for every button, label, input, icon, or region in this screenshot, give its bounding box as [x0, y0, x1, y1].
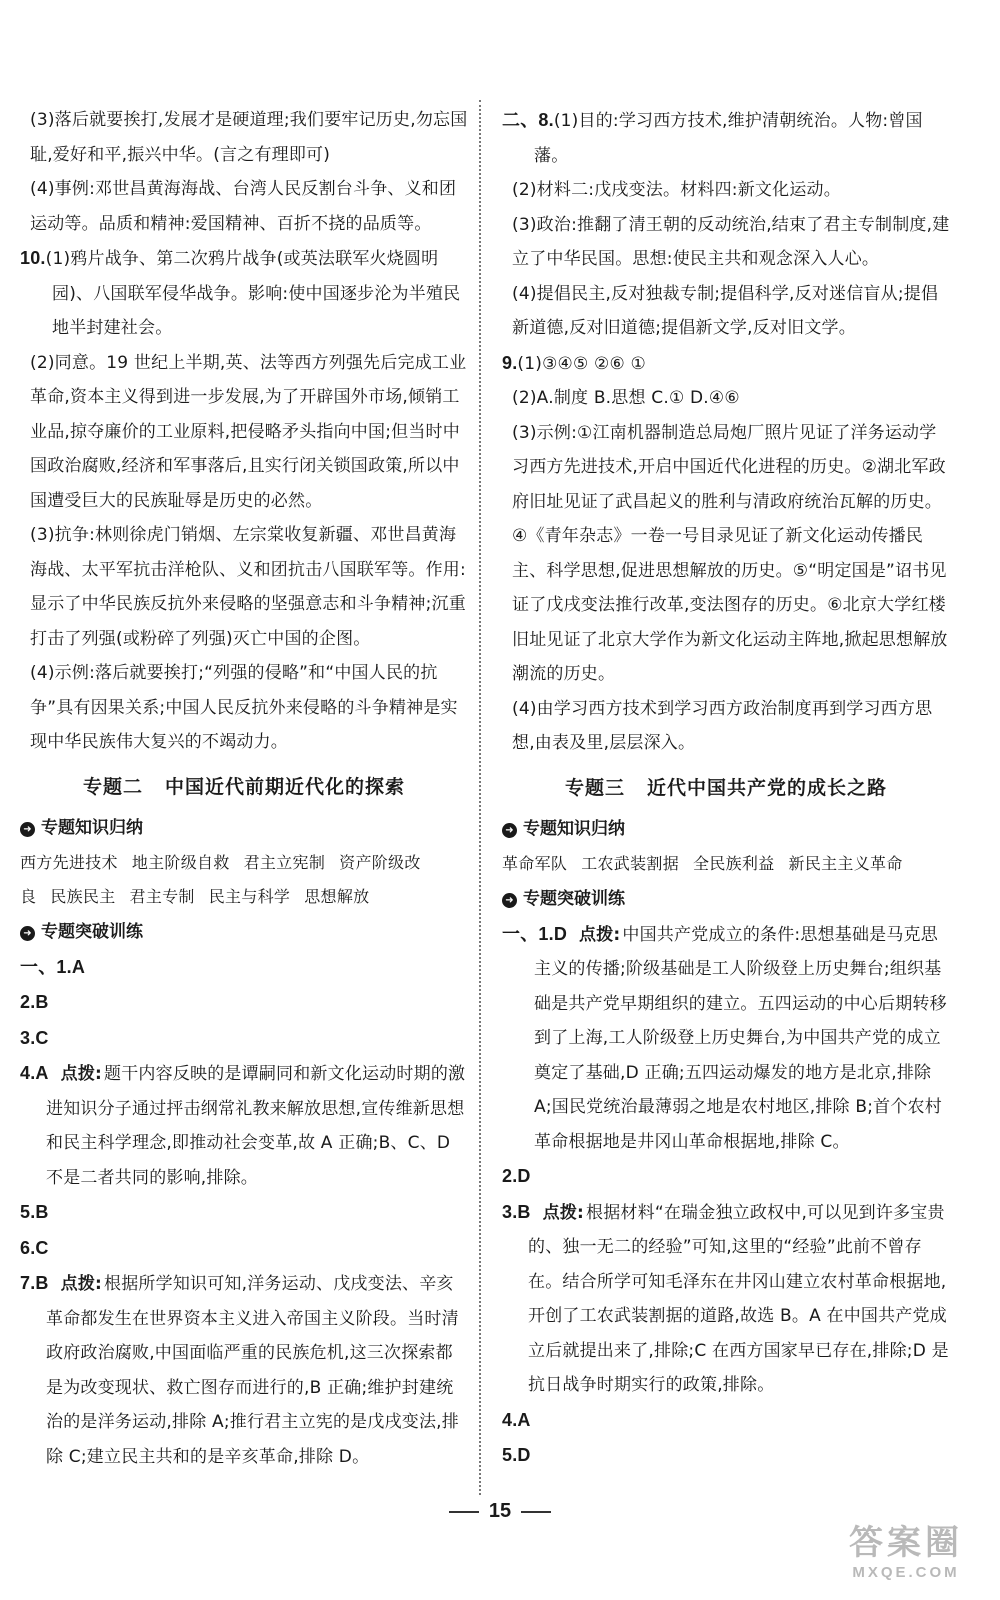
- answer-part: (2)同意。19 世纪上半期,英、法等西方列强先后完成工业革命,资本主义得到进一步发展,为了开辟国外市场,倾销工业品,掠夺廉价的工业原料,把侵略矛头指向中国;但当时中国政治腐败,经济和军事落后,且实行闭关锁国政策,所以中国遭受巨大的民族耻辱是历史的必然。: [30, 352, 467, 511]
- answer-part: (3)政治:推翻了清王朝的反动统治,结束了君主专制制度,建立了中华民国。思想:使民主共和观念深入人心。: [512, 214, 950, 269]
- left-column: [20, 103, 468, 1474]
- right-column: [502, 103, 950, 1474]
- answer-item: 4.A: [502, 1409, 531, 1430]
- arrow-circle-icon: ➜: [502, 823, 517, 838]
- answer-item: 一、1.A: [20, 956, 86, 977]
- answer-part: (4)事例:邓世昌黄海海战、台湾人民反割台斗争、义和团运动等。品质和精神:爱国精神、百折不挠的品质等。: [30, 179, 457, 234]
- answer-item: 2.D: [502, 1166, 531, 1186]
- section-heading: ➜ 专题突破训练: [20, 914, 468, 950]
- question-10: 10.(1)鸦片战争、第二次鸦片战争(或英法联军火烧圆明园)、八国联军侵华战争。影响:使中国逐步沦为半殖民地半封建社会。: [20, 248, 461, 338]
- answer-part: (3)落后就要挨打,发展才是硬道理;我们要牢记历史,勿忘国耻,爱好和平,振兴中华。(言之有理即可): [30, 110, 468, 165]
- page-number: 15: [0, 1500, 1000, 1523]
- section-heading: ➜ 专题知识归纳: [20, 810, 468, 846]
- keyword-line: 西方先进技术 地主阶级自救 君主立宪制 资产阶级改: [20, 852, 421, 872]
- watermark-stamp: 答案圈 MXQE.COM: [849, 1524, 963, 1581]
- answer-item: 一、1.D 点拨: 中国共产党成立的条件:思想基础是马克思主义的传播;阶级基础是工人阶级登上历史舞台;组织基础是共产党早期组织的建立。五四运动的中心后期转移到了上海,工人阶级登上历史舞台,为中国共产党的成立奠定了基础,D 正确;五四运动爆发的地方是北京,排除 A;国民党统治最薄弱之地是农村地区,排除 B;首个农村革命根据地是井冈山革命根据地,排除 C。: [502, 923, 947, 1152]
- answer-item: 2.B: [20, 992, 49, 1012]
- question-8: 二、8.(1)目的:学习西方技术,维护清朝统治。人物:曾国藩。: [502, 110, 923, 166]
- answer-item: 4.A 点拨: 题干内容反映的是谭嗣同和新文化运动时期的激进知识分子通过抨击纲常礼教来解放思想,宣传维新思想和民主科学理念,即推动社会变革,故 A 正确;B、C、D 不是二者共同的影响,排除。: [20, 1063, 466, 1188]
- answer-part: (4)由学习西方技术到学习西方政治制度再到学习西方思想,由表及里,层层深入。: [512, 698, 933, 753]
- answer-item: 6.C: [20, 1237, 49, 1258]
- question-number: 10.: [20, 248, 46, 268]
- arrow-circle-icon: ➜: [20, 822, 35, 837]
- section-heading: ➜ 专题突破训练: [502, 881, 950, 917]
- answer-item: 5.D: [502, 1445, 531, 1465]
- answer-part: (4)提倡民主,反对独裁专制;提倡科学,反对迷信盲从;提倡新道德,反对旧道德;提倡新文学,反对旧文学。: [512, 283, 939, 338]
- topic-heading: 专题三 近代中国共产党的成长之路: [564, 776, 888, 799]
- arrow-circle-icon: ➜: [20, 926, 35, 941]
- answer-item: 5.B: [20, 1202, 49, 1222]
- section-heading: ➜ 专题知识归纳: [502, 811, 950, 847]
- answer-part: (3)抗争:林则徐虎门销烟、左宗棠收复新疆、邓世昌黄海海战、太平军抗击洋枪队、义和团抗击八国联军等。作用:显示了中华民族反抗外来侵略的坚强意志和斗争精神;沉重打击了列强(或粉碎了列强)灭亡中国的企图。: [30, 525, 466, 649]
- arrow-circle-icon: ➜: [502, 893, 517, 908]
- column-divider: [479, 100, 481, 1495]
- answer-part: (3)示例:①江南机器制造总局炮厂照片见证了洋务运动学习西方先进技术,开启中国近代化进程的历史。②湖北军政府旧址见证了武昌起义的胜利与清政府统治瓦解的历史。④《青年杂志》一卷一号目录见证了新文化运动传播民主、科学思想,促进思想解放的历史。⑤“明定国是”诏书见证了戊戌变法推行改革,变法图存的历史。⑥北京大学红楼旧址见证了北京大学作为新文化运动主阵地,掀起思想解放潮流的历史。: [512, 422, 948, 684]
- keyword-line: 革命军队 工农武装割据 全民族利益 新民主主义革命: [502, 853, 903, 873]
- answer-item: 3.C: [20, 1027, 49, 1048]
- topic-heading: 专题二 中国近代前期近代化的探索: [82, 775, 406, 798]
- question-9: 9.(1)③④⑤ ②⑥ ①: [502, 352, 646, 374]
- answer-part: (4)示例:落后就要挨打;“列强的侵略”和“中国人民的抗争”具有因果关系;中国人民反抗外来侵略的斗争精神是实现中华民族伟大复兴的不竭动力。: [30, 663, 458, 752]
- answer-part: (2)材料二:戊戌变法。材料四:新文化运动。: [512, 180, 841, 200]
- answer-item: 3.B 点拨: 根据材料“在瑞金独立政权中,可以见到许多宝贵的、独一无二的经验”可知,这里的“经验”此前不曾存在。结合所学可知毛泽东在井冈山建立农村革命根据地,开创了工农武装割据的道路,故选 B。A 在中国共产党成立后就提出来了,排除;C 在西方国家早已存在,排除;D 是抗日战争时期实行的政策,排除。: [502, 1201, 949, 1395]
- keyword-line: 良 民族民主 君主专制 民主与科学 思想解放: [20, 886, 370, 906]
- answer-item: 7.B 点拨: 根据所学知识可知,洋务运动、戊戌变法、辛亥革命都发生在世界资本主义进入帝国主义阶段。当时清政府政治腐败,中国面临严重的民族危机,这三次探索都是为改变现状、救亡图存而进行的,B 正确;维护封建统治的是洋务运动,排除 A;推行君主立宪的是戊戌变法,排除 C;建立民主共和的是辛亥革命,排除 D。: [20, 1273, 459, 1467]
- answer-part: (2)A.制度 B.思想 C.① D.④⑥: [512, 388, 740, 408]
